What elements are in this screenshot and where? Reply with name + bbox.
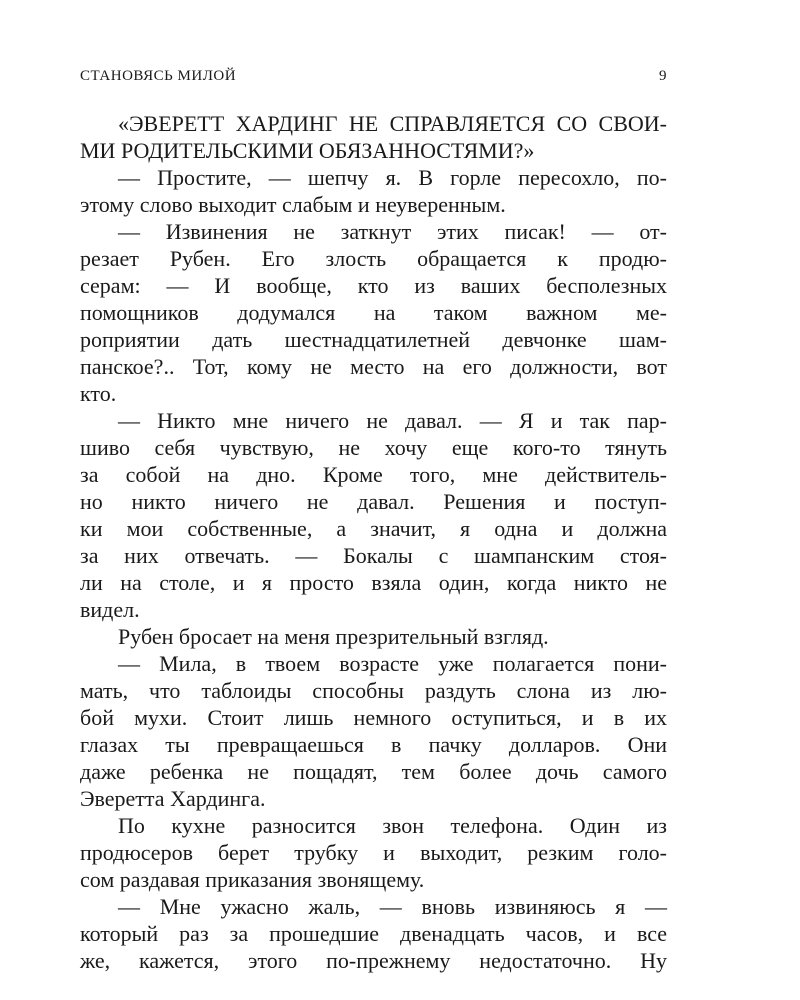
text-line: сом раздавая приказания звонящему. [80, 867, 425, 892]
text-line: который раз за прошедшие двенадцать часов, и все [80, 921, 667, 946]
text-line: этому слово выходит слабым и неуверенным. [80, 192, 506, 217]
text-line: ки мои собственные, а значит, я одна и должна [80, 516, 667, 541]
text-line: По кухне разносится звон телефона. Один из [118, 813, 667, 838]
text-line: но никто ничего не давал. Решения и поступ- [80, 489, 667, 514]
text-line: Эверетта Хардинга. [80, 786, 266, 811]
text-line: Рубен бросает на меня презрительный взгляд. [118, 624, 549, 649]
text-line: бой мухи. Стоит лишь немного оступиться, и в их [80, 705, 667, 730]
text-line: — Мне ужасно жаль, — вновь извиняюсь я — [118, 894, 667, 919]
text-line: — Мила, в твоем возрасте уже полагается пони- [118, 651, 667, 676]
text-line: панское?.. Тот, кому не место на его должности, вот [80, 354, 667, 379]
text-line: кто. [80, 381, 117, 406]
text-line: видел. [80, 597, 140, 622]
text-line: МИ РОДИТЕЛЬСКИМИ ОБЯЗАННОСТЯМИ?» [80, 138, 535, 163]
running-head [80, 68, 667, 85]
text-line: же, кажется, этого по-прежнему недостаточно. Ну [80, 948, 667, 973]
text-line: помощников додумался на таком важном ме- [80, 300, 667, 325]
text-line: мать, что таблоиды способны раздуть слона из лю- [80, 678, 667, 703]
text-line: шиво себя чувствую, не хочу еще кого-то тянуть [80, 435, 667, 460]
text-line: — Простите, — шепчу я. В горле пересохло, по- [118, 165, 667, 190]
text-line: за них отвечать. — Бокалы с шампанским стоя- [80, 543, 667, 568]
text-line: продюсеров берет трубку и выходит, резким голо- [80, 840, 667, 865]
running-title: СТАНОВЯСЬ МИЛОЙ [80, 68, 237, 84]
text-line: роприятии дать шестнадцатилетней девчонке шам- [80, 327, 667, 352]
text-line: резает Рубен. Его злость обращается к продю- [80, 246, 667, 271]
text-line: за собой на дно. Кроме того, мне действитель- [80, 462, 667, 487]
text-line: глазах ты превращаешься в пачку долларов. Они [80, 732, 667, 757]
text-line: «ЭВЕРЕТТ ХАРДИНГ НЕ СПРАВЛЯЕТСЯ СО СВОИ- [118, 111, 667, 136]
body-text [80, 110, 667, 974]
page-number: 9 [659, 68, 667, 84]
text-line: даже ребенка не пощадят, тем более дочь самого [80, 759, 667, 784]
text-line: серам: — И вообще, кто из ваших бесполезных [80, 273, 667, 298]
text-line: ли на столе, и я просто взяла один, когда никто не [80, 570, 667, 595]
text-line: — Никто мне ничего не давал. — Я и так пар- [118, 408, 667, 433]
text-line: — Извинения не заткнут этих писак! — от- [118, 219, 667, 244]
